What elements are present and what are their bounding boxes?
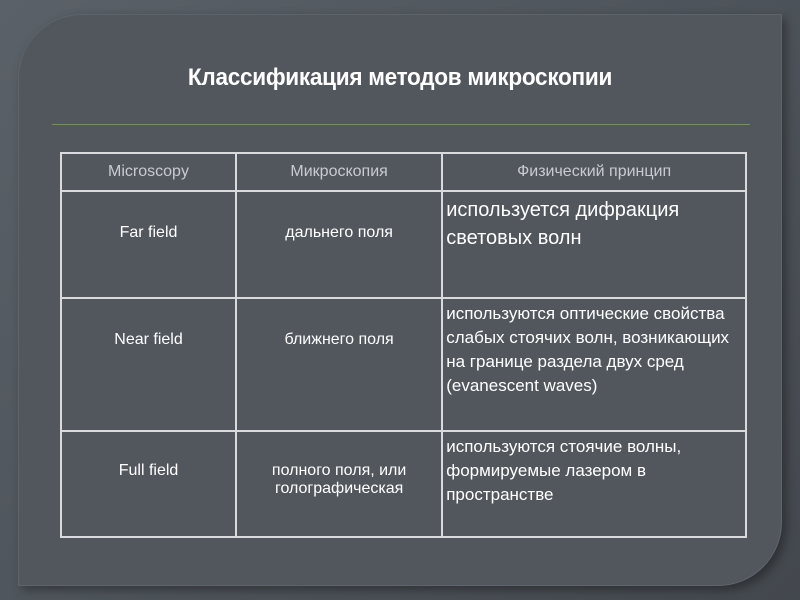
table-header-row [61, 153, 746, 191]
table-row [61, 431, 746, 537]
title-divider [52, 124, 750, 125]
cell-mikroskopiya [236, 298, 442, 431]
header-mikroskopiya: Микроскопия [236, 153, 442, 191]
cell-text: Far field [119, 224, 178, 241]
cell-microscopy [61, 191, 236, 298]
cell-mikroskopiya [236, 191, 442, 298]
table-row [61, 191, 746, 298]
cell-principle: используется дифракция световых волн [442, 191, 746, 298]
cell-text: Near field [114, 331, 183, 348]
microscopy-table [60, 152, 747, 538]
cell-text: Full field [118, 462, 179, 479]
cell-text: полного поля, или голографическая [271, 462, 407, 497]
cell-text: ближнего поля [284, 331, 394, 348]
cell-principle: используются стоячие волны, формируемые лазером в пространстве [442, 431, 746, 537]
slide-title: Классификация методов микроскопии [187, 64, 613, 91]
cell-microscopy [61, 431, 236, 537]
cell-text: дальнего поля [285, 224, 393, 241]
table-row [61, 298, 746, 431]
cell-principle: используются оптические свойства слабых стоячих волн, возникающих на границе раздела двух сред (evanescent waves) [442, 298, 746, 431]
cell-microscopy [61, 298, 236, 431]
cell-mikroskopiya [236, 431, 442, 537]
header-microscopy: Microscopy [61, 153, 236, 191]
header-principle: Физический принцип [442, 153, 746, 191]
